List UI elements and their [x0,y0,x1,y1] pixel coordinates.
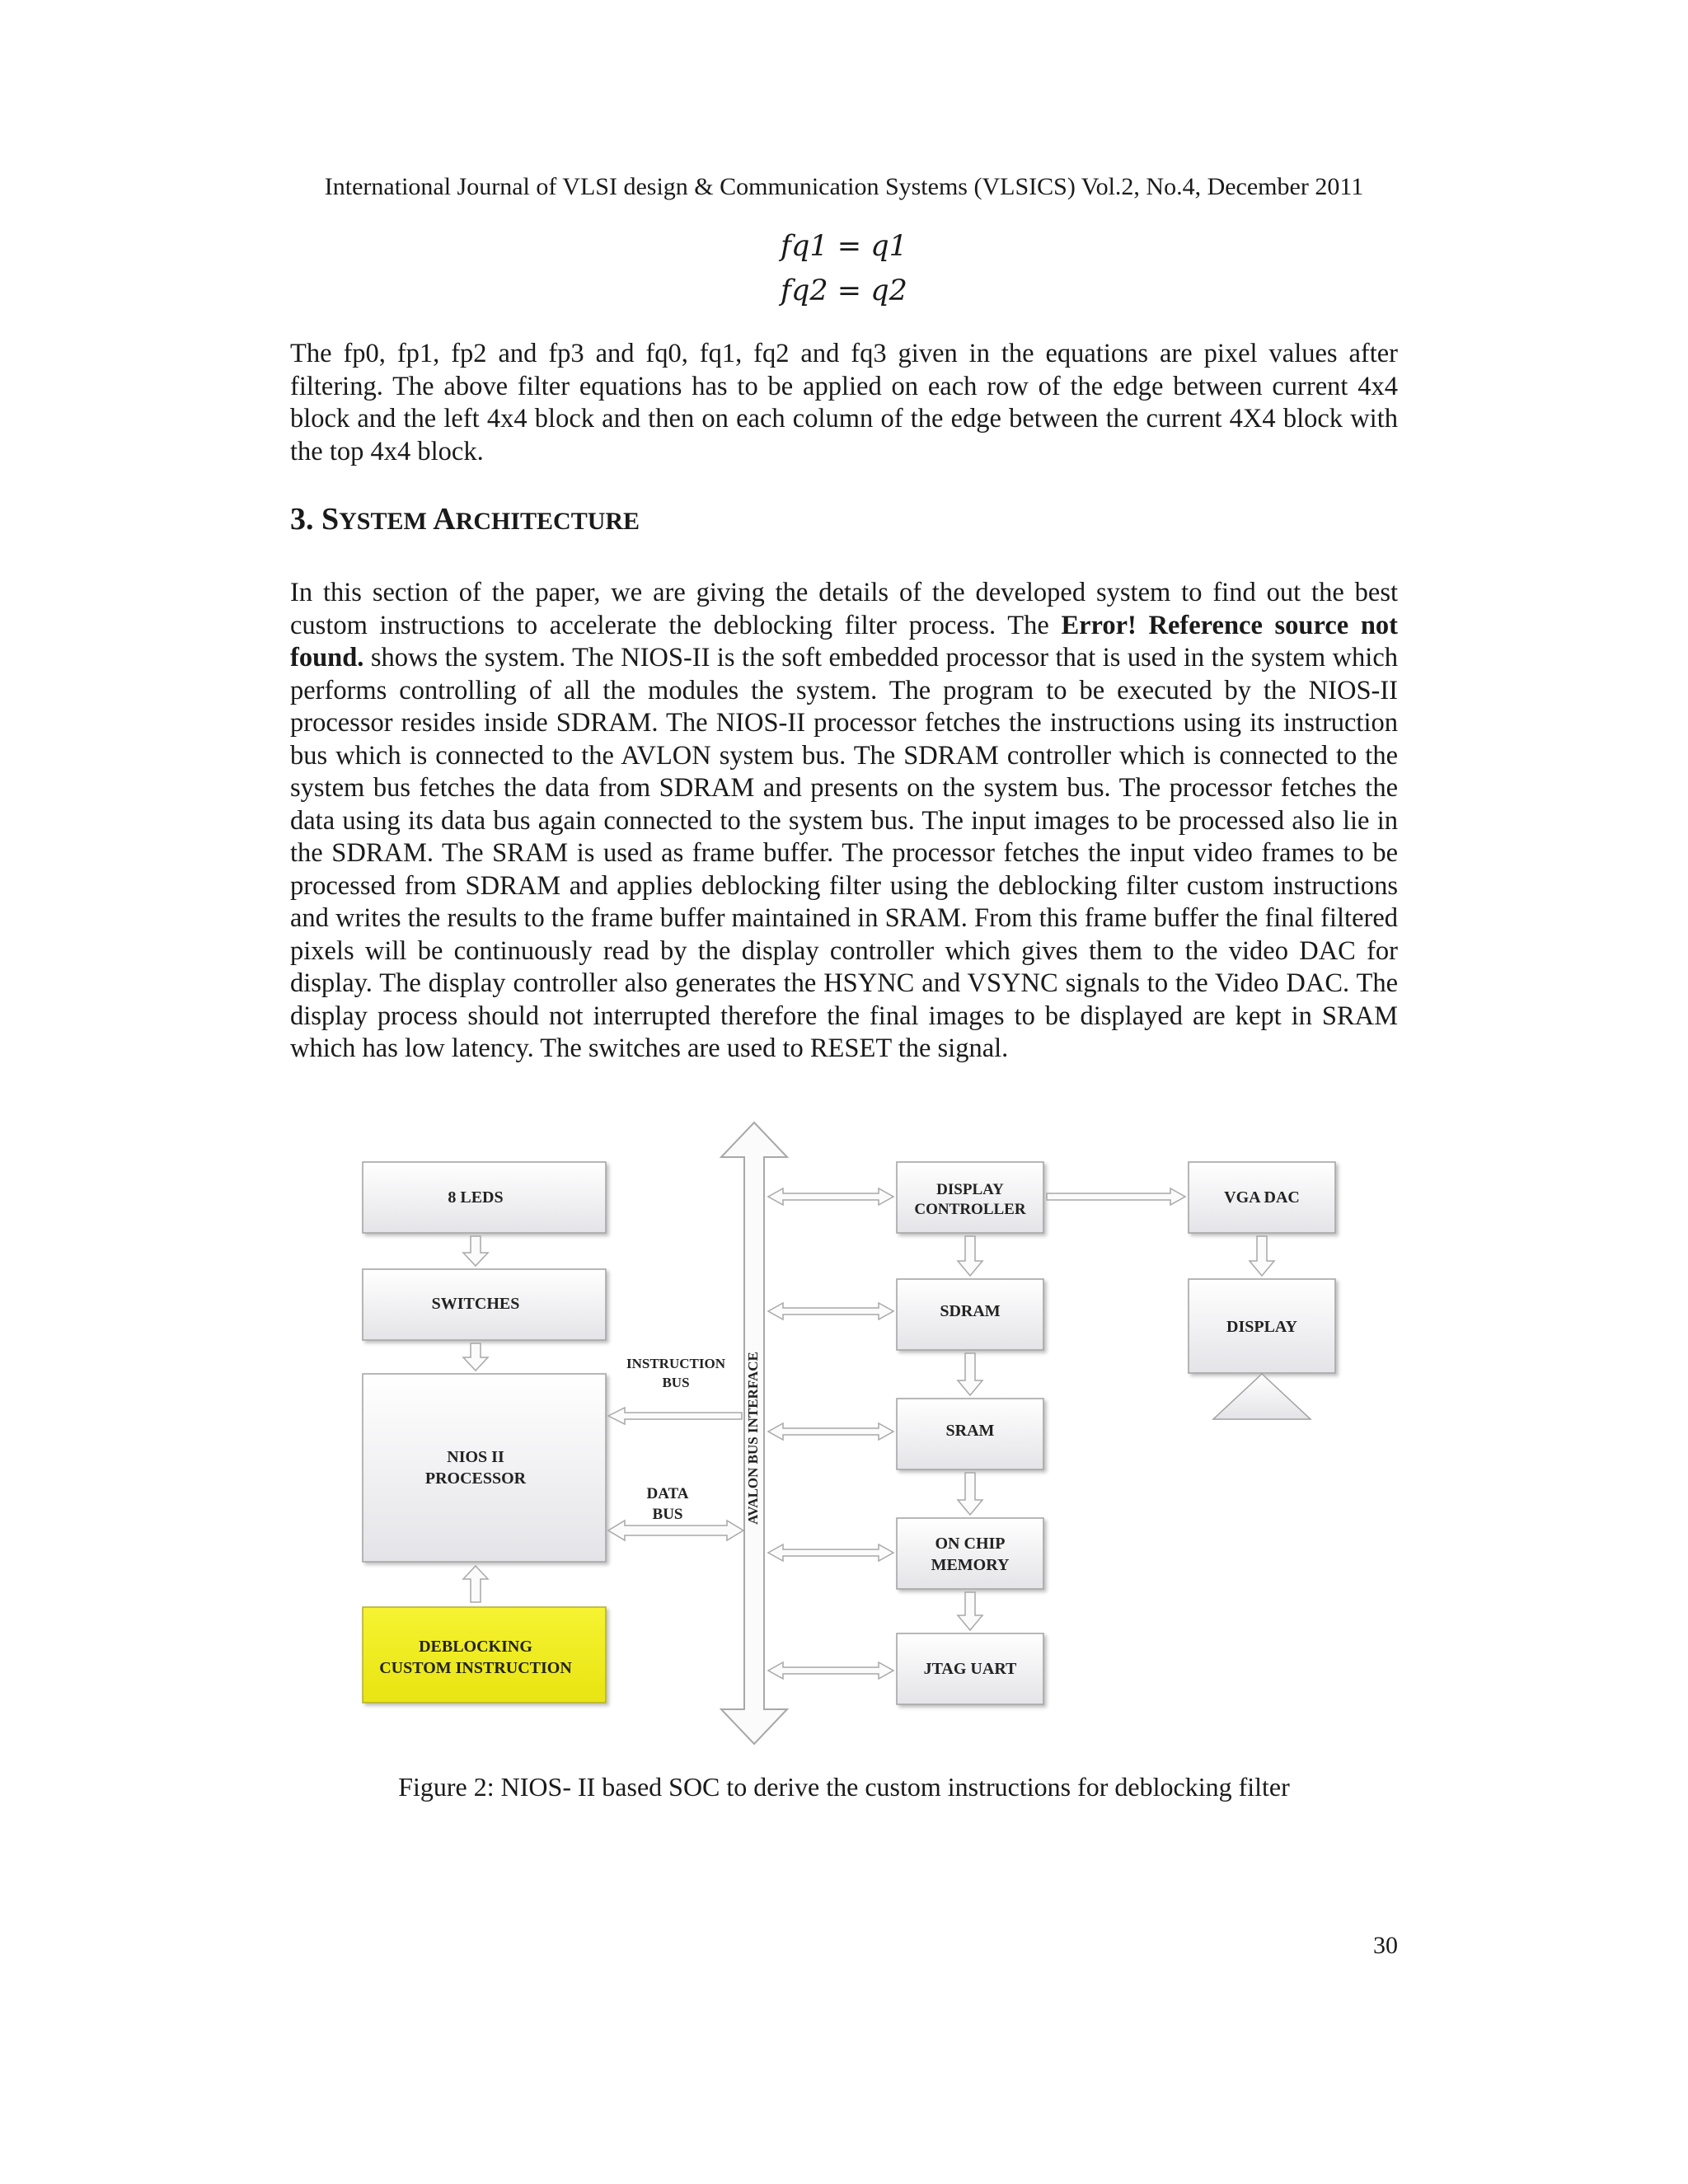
paragraph-system-architecture [290,577,1398,1066]
data-bus-label-line1: DATA [646,1485,689,1502]
arrow-leds-to-switches [463,1236,488,1266]
data-bus-label-line2: BUS [652,1506,683,1523]
arrow-sdram-to-sram [958,1353,982,1395]
instruction-bus-label-line1: INSTRUCTION [626,1356,725,1371]
leds-label: 8 LEDS [448,1188,504,1207]
soc-block-diagram [346,1121,1376,1747]
section-title-rchitecture: RCHITECTURE [455,508,640,535]
data-bus-arrow [608,1521,743,1540]
deblocking-label-line2: CUSTOM INSTRUCTION [379,1659,572,1677]
onchip-memory-label-line2: MEMORY [931,1556,1010,1574]
page-number: 30 [1373,1932,1398,1959]
arrow-sram-to-onchip [958,1473,982,1515]
display-stand [1213,1374,1311,1419]
paragraph2-intro: In this section of the paper, we are giving the details of the developed system to find out the best custom instructions to accelerate the deblocking filter process. The [290,578,1398,640]
arrow-bus-jtag-uart [768,1662,893,1679]
equation-fq1: fq1 = q1 [781,230,907,263]
arrow-bus-sram [768,1423,893,1440]
vga-dac-label: VGA DAC [1224,1188,1300,1207]
arrow-bus-onchip-memory [768,1544,893,1561]
onchip-memory-label-line1: ON CHIP [935,1535,1006,1553]
arrow-switches-to-nios [463,1343,488,1371]
instruction-bus-arrow [608,1408,742,1424]
display-controller-label-line2: CONTROLLER [914,1201,1026,1218]
nios-label-line1: NIOS II [447,1448,504,1466]
arrow-onchip-to-jtag [958,1592,982,1630]
jtag-uart-label: JTAG UART [923,1660,1017,1678]
equation-block [0,224,1688,313]
arrow-deblocking-nios [463,1566,488,1602]
section-number: 3. [290,502,314,537]
paragraph2-body: shows the system. The NIOS-II is the soft embedded processor that is used in the system which performs controlling of all the modules the system. The program to be executed by the NIOS-II processor resides inside SDRAM. The NIOS-II processor fetches the instructions using its instruction bus which is connected to the AVLON system bus. The SDRAM controller which is connected to the system bus fetches the data from SDRAM and presents on the system bus. The processor fetches the data using its data bus again connected to the system bus. The input images to be processed also lie in the SDRAM. The SRAM is used as frame buffer. The processor fetches the input video frames to be processed from SDRAM and applies deblocking filter using the deblocking filter custom instructions and writes the results to the frame buffer maintained in SRAM. From this frame buffer the final filtered pixels will be continuously read by the display controller which gives them to the video DAC for display. The display controller also generates the HSYNC and VSYNC signals to the Video DAC. The display process should not interrupted therefore the final images to be displayed are kept in SRAM which has low latency. The switches are used to RESET the signal. [290,643,1398,1063]
deblocking-label-line1: DEBLOCKING [419,1638,532,1656]
display-label: DISPLAY [1226,1318,1297,1336]
equation-fq2: fq2 = q2 [781,274,907,307]
section-title-a: A [433,502,456,537]
reference-error-text: Error! Reference source not found. [290,610,1398,673]
arrow-bus-display-controller [768,1188,893,1205]
sram-label: SRAM [945,1422,995,1440]
journal-header: International Journal of VLSI design & Communication Systems (VLSICS) Vol.2, No.4, December 2011 [324,173,1364,200]
section-heading [290,501,640,537]
diagram-canvas [346,1121,1376,1747]
switches-label: SWITCHES [431,1295,520,1313]
section-title-ystem: YSTEM [339,508,427,535]
onchip-memory-block [897,1518,1043,1589]
instruction-bus-label-line2: BUS [662,1375,690,1390]
avalon-bus-label: AVALON BUS INTERFACE [744,1352,761,1525]
figure-caption: Figure 2: NIOS- II based SOC to derive the custom instructions for deblocking filter [398,1772,1290,1802]
paragraph-filter-description: The fp0, fp1, fp2 and fp3 and fq0, fq1, fq2 and fq3 given in the equations are pixel values after filtering. The above filter equations has to be applied on each row of the edge between current 4x4 block and the left 4x4 block and then on each column of the edge between the current 4X4 block with the top 4x4 block. [290,339,1398,466]
arrow-display-controller-to-sdram [958,1236,982,1276]
arrow-vga-dac-to-display [1250,1236,1274,1276]
nios-label-line2: PROCESSOR [424,1469,527,1488]
display-controller-label-line1: DISPLAY [936,1181,1004,1198]
section-title-s: S [321,502,340,537]
sdram-label: SDRAM [940,1302,1001,1320]
arrow-display-controller-to-vga-dac [1047,1188,1185,1205]
arrow-bus-sdram [768,1303,893,1319]
nios-processor-block [363,1374,606,1562]
